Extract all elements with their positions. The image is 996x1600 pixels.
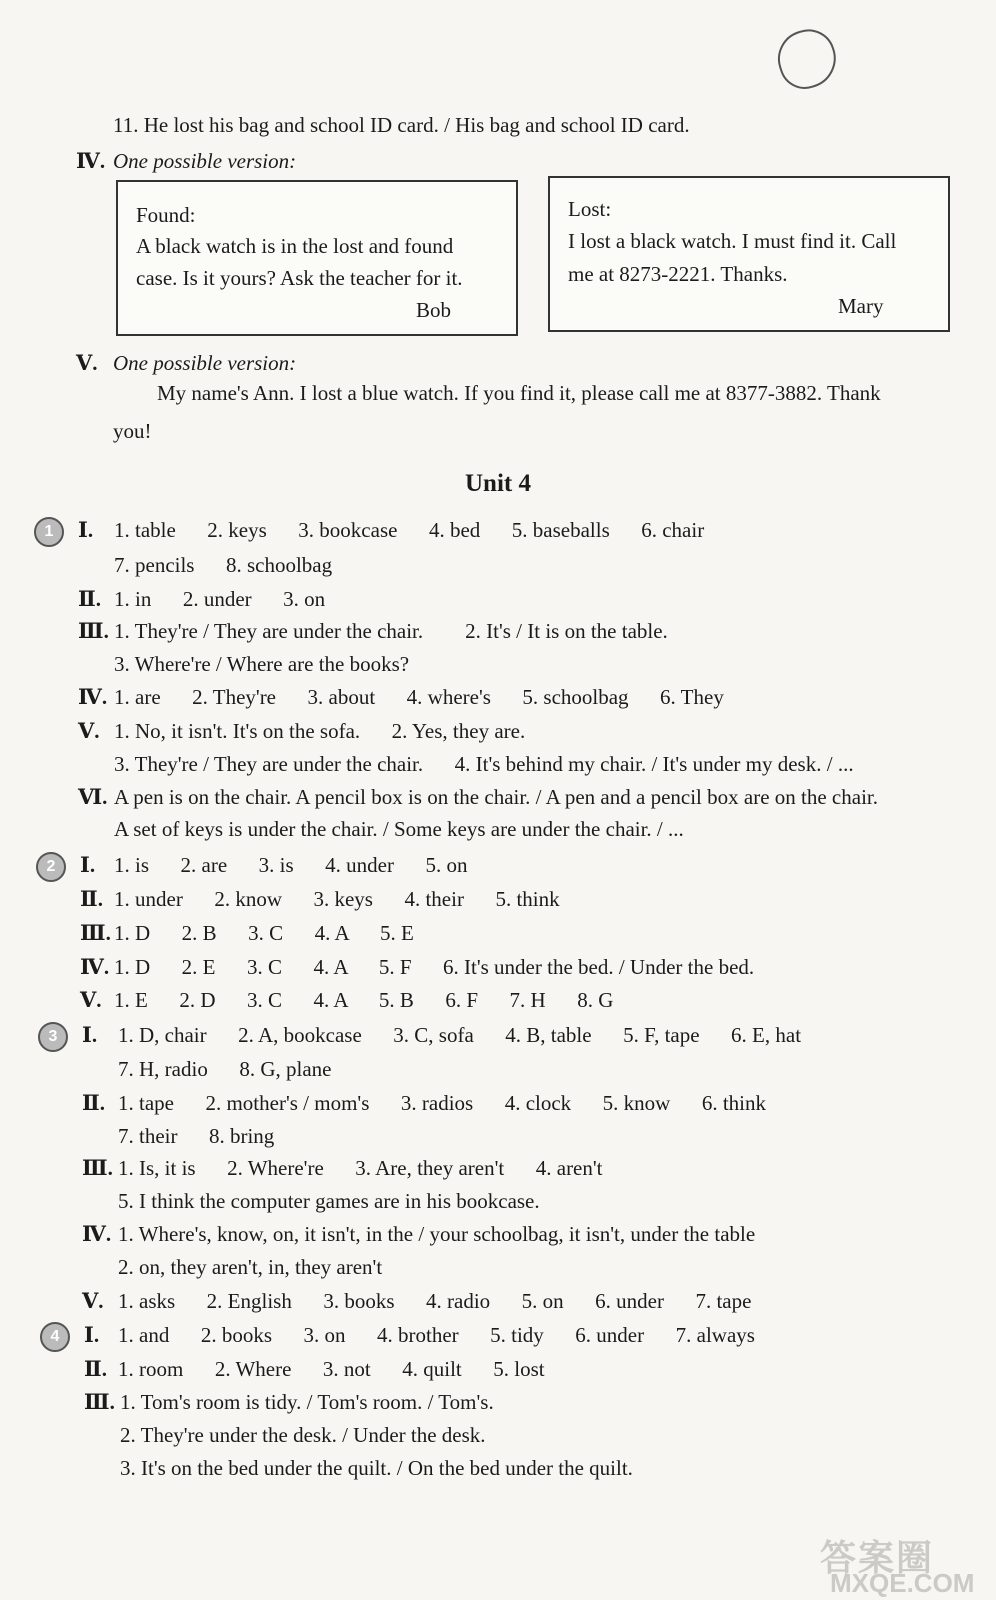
unit-title: Unit 4 (465, 470, 531, 497)
answer-line: My name's Ann. I lost a blue watch. If you find it, please call me at 8377-3882. Thank (157, 381, 881, 405)
answer-line: 1. D 2. B 3. C 4. A 5. E (114, 921, 414, 945)
answer-line: 1. They're / They are under the chair. 2. It's / It is on the table. (114, 619, 668, 643)
found-notice-box (116, 180, 518, 336)
section-number: Ⅳ. (76, 149, 106, 173)
section-number: Ⅴ. (82, 1289, 104, 1313)
section-number: Ⅳ. (78, 685, 108, 709)
section-number: Ⅲ. (78, 619, 109, 643)
section-number: Ⅲ. (80, 921, 111, 945)
section-number: Ⅰ. (82, 1023, 98, 1047)
section-number: Ⅴ. (76, 351, 98, 375)
section-number: Ⅵ. (78, 785, 108, 809)
lost-title: Lost: (568, 197, 612, 221)
answer-line: 1. table 2. keys 3. bookcase 4. bed 5. baseballs 6. chair (114, 518, 705, 542)
answer-line: 7. pencils 8. schoolbag (114, 553, 333, 577)
section-number: Ⅴ. (78, 719, 100, 743)
answer-line: 1. asks 2. English 3. books 4. radio 5. on 6. under 7. tape (118, 1289, 752, 1313)
section-number: Ⅰ. (84, 1323, 100, 1347)
section-number: Ⅲ. (82, 1156, 113, 1180)
lost-line: me at 8273-2221. Thanks. (568, 262, 788, 286)
section-number: Ⅰ. (78, 518, 94, 542)
watermark-url: MXQE.COM (830, 1568, 975, 1598)
section-label: One possible version: (113, 149, 297, 173)
part-badge: 4 (40, 1322, 70, 1352)
section-number: Ⅰ. (80, 853, 96, 877)
answer-line: 1. E 2. D 3. C 4. A 5. B 6. F 7. H 8. G (114, 988, 614, 1012)
answer-line: 11. He lost his bag and school ID card. / His bag and school ID card. (113, 113, 690, 137)
section-number: Ⅱ. (84, 1357, 107, 1381)
lost-line: I lost a black watch. I must find it. Call (568, 229, 897, 253)
section-number: Ⅱ. (78, 587, 101, 611)
answer-line: 1. D 2. E 3. C 4. A 5. F 6. It's under the bed. / Under the bed. (114, 955, 755, 979)
answer-line: you! (113, 419, 152, 443)
answer-line: 3. They're / They are under the chair. 4. It's behind my chair. / It's under my desk. / ... (114, 752, 854, 776)
section-number: Ⅱ. (80, 887, 103, 911)
answer-line: 1. room 2. Where 3. not 4. quilt 5. lost (118, 1357, 545, 1381)
section-number: Ⅱ. (82, 1091, 105, 1115)
answer-line: 1. Where's, know, on, it isn't, in the / your schoolbag, it isn't, under the table (118, 1222, 756, 1246)
answer-line: 1. are 2. They're 3. about 4. where's 5. schoolbag 6. They (114, 685, 724, 709)
part-badge: 2 (36, 852, 66, 882)
answer-line: 1. tape 2. mother's / mom's 3. radios 4. clock 5. know 6. think (118, 1091, 767, 1115)
part-badge: 3 (38, 1022, 68, 1052)
section-number: Ⅳ. (80, 955, 110, 979)
stamp-logo (770, 22, 843, 95)
answer-line: 7. their 8. bring (118, 1124, 275, 1148)
answer-line: 1. Is, it is 2. Where're 3. Are, they aren't 4. aren't (118, 1156, 603, 1180)
found-title: Found: (136, 203, 196, 227)
answer-line: 1. D, chair 2. A, bookcase 3. C, sofa 4. B, table 5. F, tape 6. E, hat (118, 1023, 802, 1047)
answer-line: A pen is on the chair. A pencil box is on the chair. / A pen and a pencil box are on the chair. (114, 785, 878, 809)
answer-line: A set of keys is under the chair. / Some keys are under the chair. / ... (114, 817, 684, 841)
lost-notice-box (548, 176, 950, 332)
answer-line: 1. Tom's room is tidy. / Tom's room. / Tom's. (120, 1390, 494, 1414)
found-line: A black watch is in the lost and found (136, 234, 454, 258)
section-label: One possible version: (113, 351, 297, 375)
found-line: case. Is it yours? Ask the teacher for it. (136, 266, 463, 290)
answer-line: 3. Where're / Where are the books? (114, 652, 410, 676)
lost-signature: Mary (838, 294, 884, 318)
answer-line: 1. in 2. under 3. on (114, 587, 326, 611)
section-number: Ⅲ. (84, 1390, 115, 1414)
answer-line: 7. H, radio 8. G, plane (118, 1057, 332, 1081)
answer-line: 1. under 2. know 3. keys 4. their 5. think (114, 887, 560, 911)
section-number: Ⅳ. (82, 1222, 112, 1246)
section-number: Ⅴ. (80, 988, 102, 1012)
answer-line: 3. It's on the bed under the quilt. / On the bed under the quilt. (120, 1456, 633, 1480)
part-badge: 1 (34, 517, 64, 547)
answer-line: 1. No, it isn't. It's on the sofa. 2. Yes, they are. (114, 719, 526, 743)
answer-line: 1. is 2. are 3. is 4. under 5. on (114, 853, 468, 877)
answer-line: 2. on, they aren't, in, they aren't (118, 1255, 383, 1279)
answer-line: 2. They're under the desk. / Under the desk. (120, 1423, 486, 1447)
answer-line: 1. and 2. books 3. on 4. brother 5. tidy 6. under 7. always (118, 1323, 755, 1347)
answer-line: 5. I think the computer games are in his bookcase. (118, 1189, 540, 1213)
watermark-logo: 答案圈 (820, 1537, 935, 1578)
found-signature: Bob (416, 298, 452, 322)
